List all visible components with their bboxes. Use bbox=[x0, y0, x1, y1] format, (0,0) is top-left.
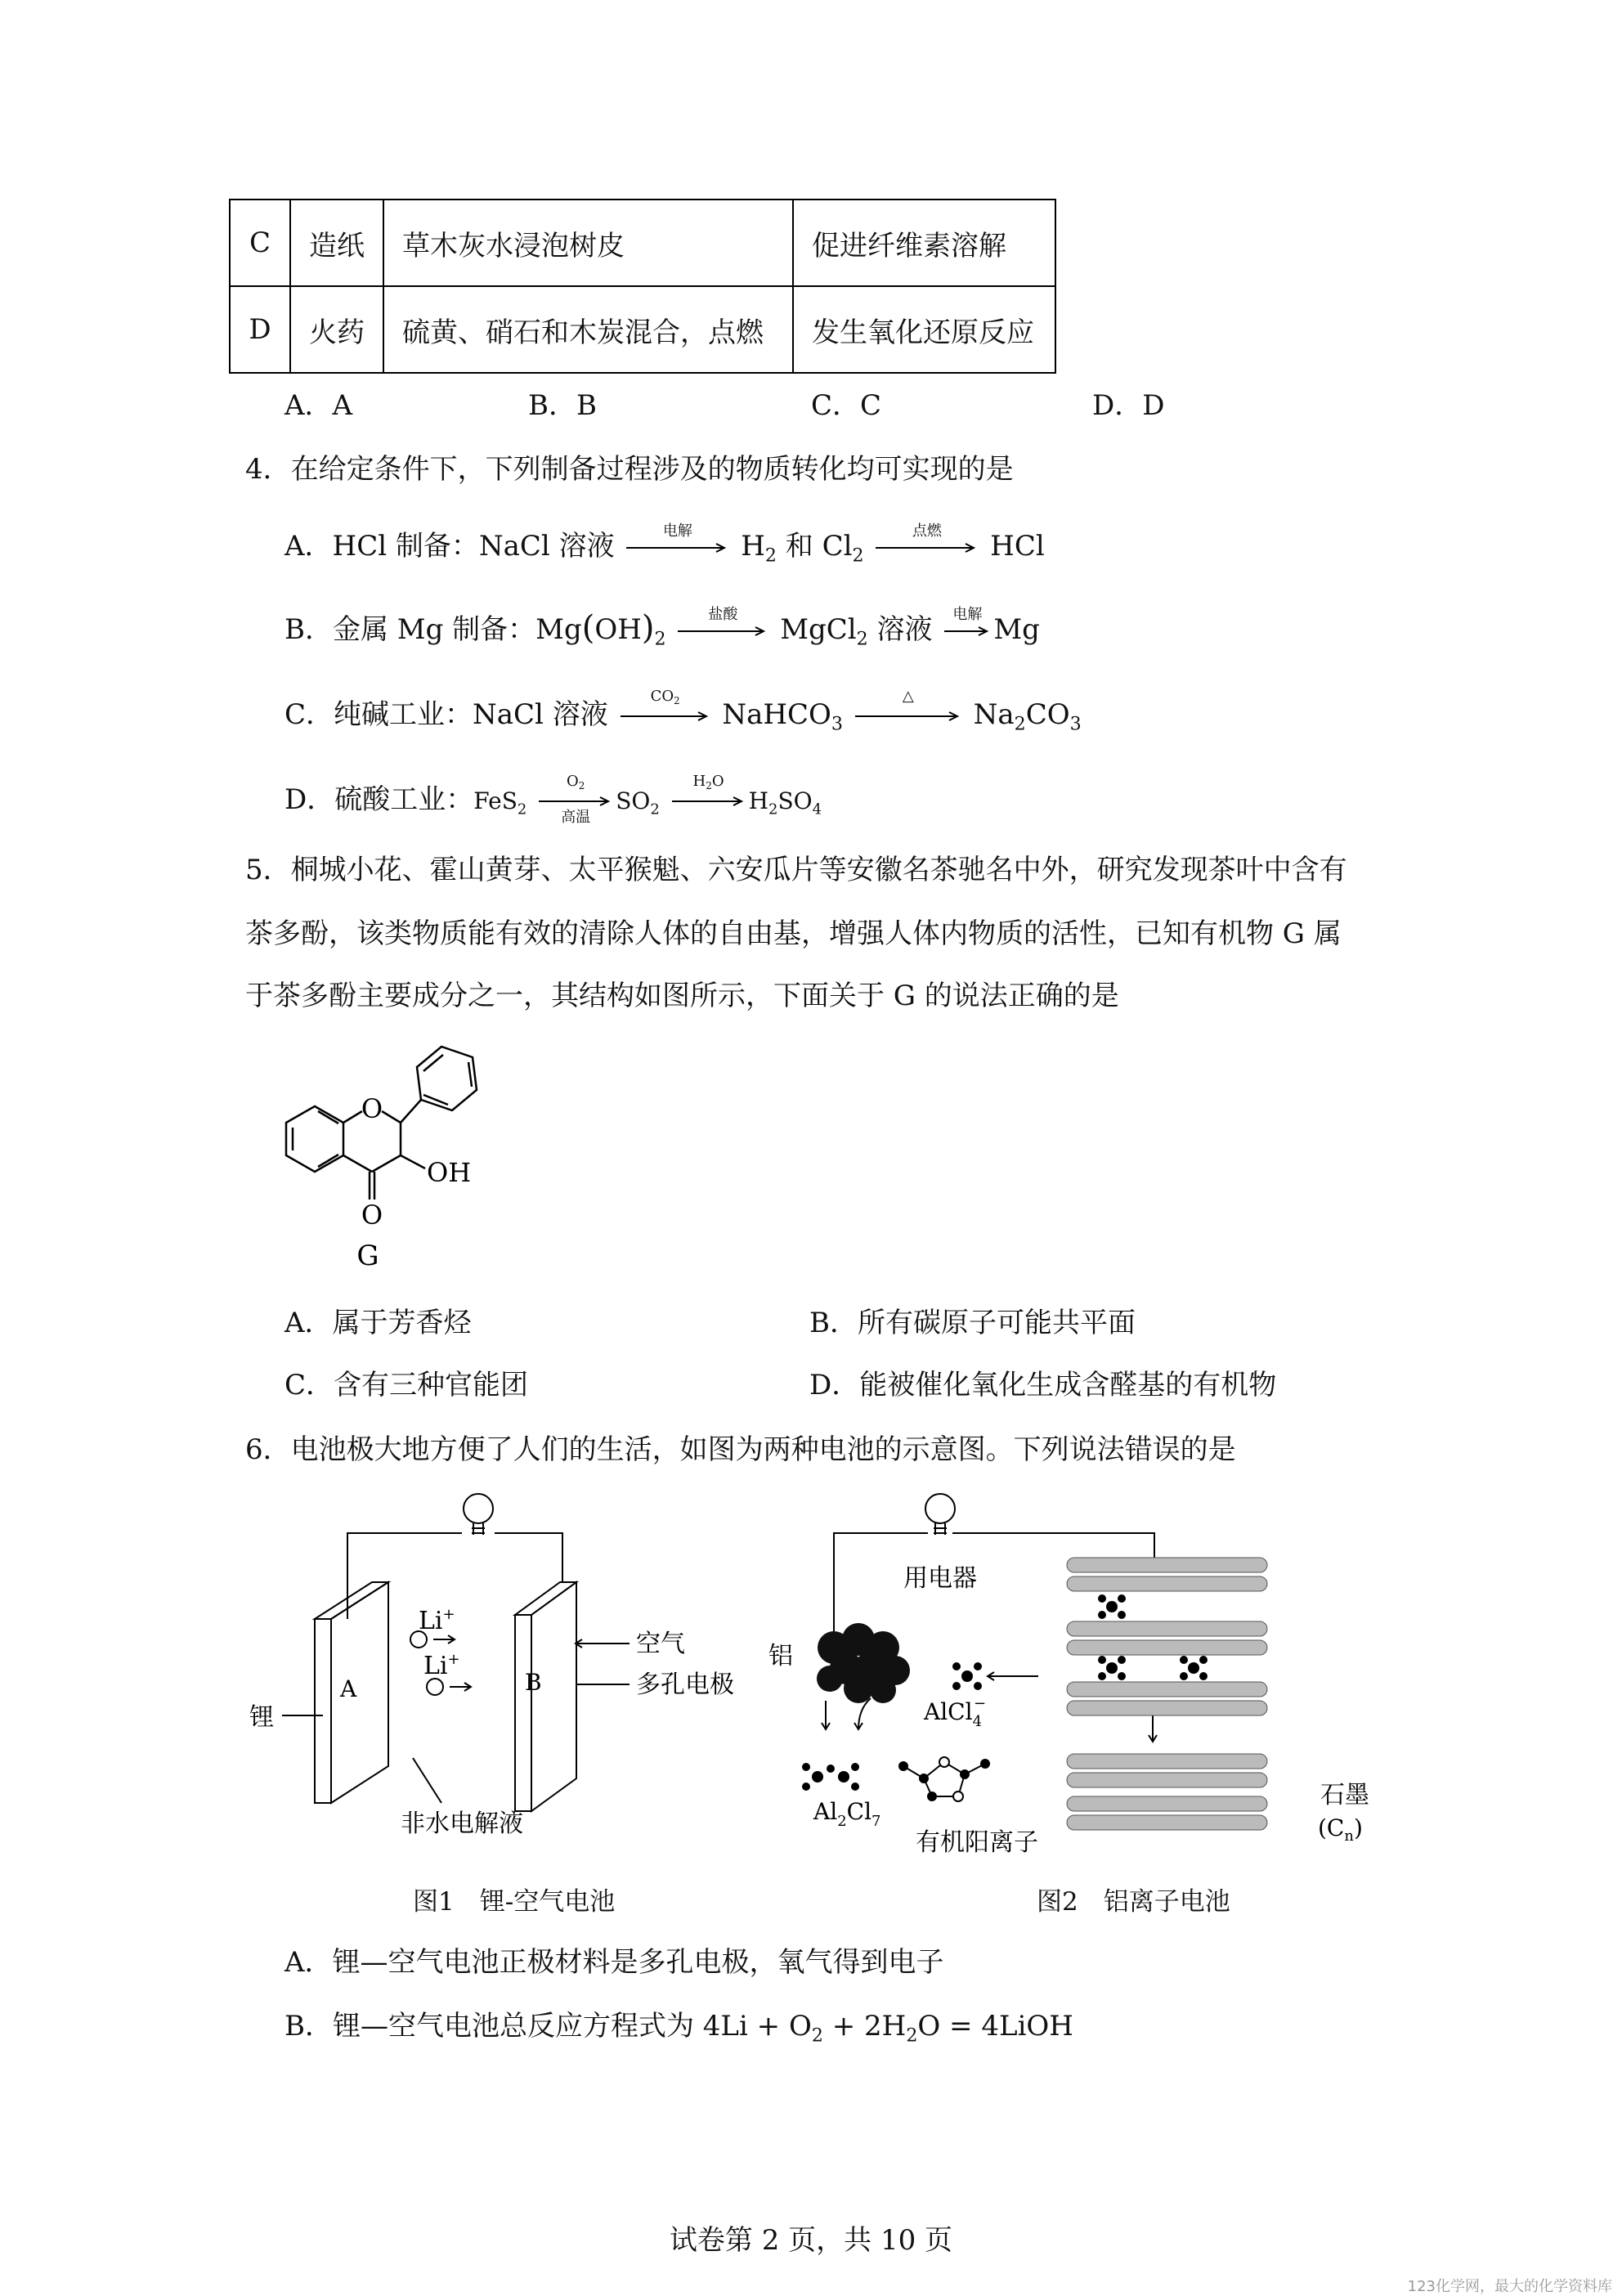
lithium-label: 锂 bbox=[249, 1703, 274, 1732]
superscript: − bbox=[974, 1695, 987, 1712]
watermark: 123化学网，最大的化学资料库 bbox=[1407, 2278, 1612, 2295]
q4-b-oh: OH bbox=[594, 613, 642, 646]
electrolyte-label: 非水电解液 bbox=[401, 1809, 523, 1838]
o2-label: O bbox=[566, 773, 579, 790]
graphite-layers-top bbox=[1067, 1558, 1267, 1715]
q4-b-product: Mg bbox=[993, 613, 1040, 646]
arrow-icon bbox=[678, 626, 768, 637]
q6-option-a: A．锂—空气电池正极材料是多孔电极，氧气得到电子 bbox=[285, 1946, 944, 1979]
subscript: 2 bbox=[764, 545, 777, 567]
q5-line-2: 茶多酚，该类物质能有效的清除人体的自由基，增强人体内物质的活性，已知有机物 G 属 bbox=[245, 917, 1342, 950]
arrow-icon bbox=[621, 711, 710, 722]
table-cell-letter: D bbox=[230, 286, 290, 373]
q4-d-fes2: FeS bbox=[473, 787, 518, 814]
table-cell-item: 造纸 bbox=[290, 200, 383, 286]
subscript: 2 bbox=[852, 545, 864, 567]
q4-d-so4: SO bbox=[777, 787, 813, 814]
q6-b-text: B．锂—空气电池总反应方程式为 4Li + O bbox=[285, 2010, 812, 2043]
q4-c-nahco3: NaHCO bbox=[722, 698, 831, 731]
graphite-label: 石墨 bbox=[1320, 1781, 1369, 1809]
table-cell-item: 火药 bbox=[290, 286, 383, 373]
arrow-condition bbox=[539, 773, 612, 791]
q4-c-co3: CO bbox=[1025, 698, 1070, 731]
table-row bbox=[230, 286, 1055, 373]
table-cell-process: 硫黄、硝石和木炭混合，点燃 bbox=[383, 286, 793, 373]
li-ion-label-1 bbox=[419, 1606, 455, 1635]
q5-option-d: D．能被催化氧化生成含醛基的有机物 bbox=[809, 1369, 1277, 1401]
bulb-icon bbox=[925, 1494, 955, 1523]
arrow-condition: △ bbox=[902, 688, 914, 705]
co2-label: CO bbox=[650, 688, 674, 705]
q5-line-1: 5．桐城小花、霍山黄芽、太平猴魁、六安瓜片等安徽名茶驰名中外，研究发现茶叶中含有 bbox=[245, 854, 1347, 886]
table-row bbox=[230, 200, 1055, 286]
porous-electrode-label: 多孔电极 bbox=[636, 1670, 734, 1699]
alcl4-ion bbox=[952, 1662, 982, 1690]
aluminum-cluster bbox=[817, 1623, 910, 1703]
arrow-condition: 点燃 bbox=[912, 522, 942, 540]
q6-option-b bbox=[285, 2003, 1073, 2047]
arrow-condition: 盐酸 bbox=[708, 606, 738, 623]
paren: ) bbox=[1353, 1814, 1363, 1841]
table-cell-process: 草木灰水浸泡树皮 bbox=[383, 200, 793, 286]
subscript: 3 bbox=[1069, 713, 1082, 735]
figure-li-air-battery bbox=[245, 1476, 752, 1844]
graphite-layers-bottom bbox=[1067, 1754, 1267, 1830]
subscript: 2 bbox=[517, 800, 527, 818]
subscript: 3 bbox=[831, 713, 843, 735]
cn-text: (C bbox=[1318, 1814, 1345, 1841]
q6-stem: 6．电池极大地方便了人们的生活，如图为两种电池的示意图。下列说法错误的是 bbox=[245, 1433, 1236, 1466]
reaction-arrow bbox=[621, 688, 710, 730]
subscript: 2 bbox=[650, 800, 660, 818]
organic-cation bbox=[899, 1757, 989, 1801]
arrow-condition: 电解 bbox=[952, 606, 983, 623]
q5-option-b: B．所有碳原子可能共平面 bbox=[809, 1307, 1136, 1339]
reaction-arrow bbox=[944, 606, 990, 645]
q3-option-d: D．D bbox=[1092, 389, 1165, 422]
appliance-label: 用电器 bbox=[903, 1564, 977, 1593]
arrow-condition: 电解 bbox=[662, 522, 692, 540]
superscript: + bbox=[442, 1606, 455, 1623]
reaction-arrow bbox=[855, 688, 961, 730]
reaction-arrow bbox=[672, 773, 746, 815]
subscript: n bbox=[1344, 1827, 1354, 1845]
struct-ring-o: O bbox=[361, 1093, 383, 1124]
q4-b-prefix: B．金属 Mg 制备：Mg bbox=[285, 613, 582, 646]
struct-ketone-o: O bbox=[361, 1200, 383, 1231]
q4-d-h2so4: H bbox=[748, 787, 769, 814]
electrode-a-label: A bbox=[340, 1675, 357, 1702]
air-label: 空气 bbox=[636, 1630, 685, 1658]
struct-name: G bbox=[356, 1240, 379, 1271]
paren: ) bbox=[641, 609, 655, 647]
figure-al-ion-battery bbox=[768, 1476, 1390, 1868]
subscript: 4 bbox=[812, 800, 822, 818]
arrow-icon bbox=[855, 711, 961, 722]
q4-a-cl2: 和 Cl bbox=[776, 530, 853, 563]
table-cell-effect: 促进纤维素溶解 bbox=[793, 200, 1055, 286]
subscript: 2 bbox=[706, 780, 712, 792]
reaction-arrow bbox=[876, 522, 978, 562]
q4-b-mgcl2: MgCl bbox=[780, 613, 857, 646]
alcl4-label bbox=[923, 1695, 986, 1730]
q3-option-a: A．A bbox=[285, 389, 353, 422]
structure-g bbox=[237, 1026, 507, 1271]
figure2-caption: 图2 铝离子电池 bbox=[1037, 1887, 1230, 1917]
alcl4-intercalated bbox=[1098, 1594, 1208, 1680]
q4-option-a bbox=[285, 523, 1045, 567]
subscript: 2 bbox=[1014, 713, 1026, 735]
table-cell-effect: 发生氧化还原反应 bbox=[793, 286, 1055, 373]
q3-option-b: B．B bbox=[528, 389, 597, 422]
li-ion-text: Li bbox=[423, 1652, 448, 1680]
q4-d-so2: SO bbox=[616, 787, 651, 814]
q4-d-prefix: D．硫酸工业： bbox=[285, 783, 474, 816]
subscript: 2 bbox=[811, 2025, 823, 2047]
q6-b-end: O = 4LiOH bbox=[917, 2010, 1073, 2043]
q3-option-c: C．C bbox=[811, 389, 882, 422]
q4-a-prefix: A．HCl 制备：NaCl 溶液 bbox=[285, 530, 615, 563]
subscript: 2 bbox=[856, 628, 868, 650]
arrow-condition-under: 高温 bbox=[561, 809, 591, 826]
figure1-caption: 图1 锂-空气电池 bbox=[413, 1887, 616, 1917]
paren: ( bbox=[581, 609, 595, 647]
process-table bbox=[229, 199, 1056, 374]
subscript: 2 bbox=[674, 695, 680, 707]
arrow-icon bbox=[626, 542, 728, 554]
superscript: + bbox=[447, 1651, 460, 1668]
li-ion-text: Li bbox=[419, 1607, 443, 1635]
aluminum-label: 铝 bbox=[768, 1642, 793, 1670]
q4-c-na2co3: Na bbox=[973, 698, 1015, 731]
h2o-label-o: O bbox=[711, 773, 724, 790]
organic-cation-label: 有机阳离子 bbox=[916, 1828, 1038, 1857]
q4-a-product: HCl bbox=[990, 530, 1045, 563]
cl-text: Cl bbox=[846, 1798, 872, 1825]
q4-b-solution: 溶液 bbox=[867, 613, 933, 646]
q5-line-3: 于茶多酚主要成分之一，其结构如图所示，下面关于 G 的说法正确的是 bbox=[245, 980, 1119, 1012]
electrode-b-label: B bbox=[525, 1669, 542, 1696]
subscript: 2 bbox=[837, 1813, 847, 1830]
table-cell-letter: C bbox=[230, 200, 290, 286]
q5-option-a: A．属于芳香烃 bbox=[285, 1307, 472, 1339]
subscript: 2 bbox=[578, 780, 585, 792]
page-footer: 试卷第 2 页，共 10 页 bbox=[669, 2224, 953, 2257]
arrow-icon bbox=[944, 626, 990, 637]
reaction-arrow bbox=[539, 773, 612, 826]
arrow-icon bbox=[672, 796, 746, 807]
arrow-condition bbox=[621, 688, 710, 706]
al2cl7-ion bbox=[802, 1763, 859, 1791]
subscript: 4 bbox=[972, 1713, 983, 1730]
q6-b-tail: + 2H bbox=[822, 2010, 907, 2043]
arrow-condition bbox=[672, 773, 746, 791]
h2o-label: H bbox=[692, 773, 706, 790]
q4-c-prefix: C．纯碱工业：NaCl 溶液 bbox=[285, 698, 608, 731]
q4-option-d bbox=[285, 773, 822, 826]
arrow-icon bbox=[876, 542, 978, 554]
al2cl7-label bbox=[813, 1798, 880, 1830]
al-text: Al bbox=[813, 1798, 838, 1825]
subscript: 2 bbox=[768, 800, 778, 818]
q4-option-b bbox=[285, 607, 1040, 650]
graphite-formula bbox=[1318, 1814, 1363, 1845]
reaction-arrow bbox=[678, 606, 768, 645]
q5-option-c: C．含有三种官能团 bbox=[285, 1369, 529, 1401]
subscript: 7 bbox=[871, 1813, 881, 1830]
subscript: 2 bbox=[906, 2025, 918, 2047]
bulb-icon bbox=[464, 1494, 493, 1523]
reaction-arrow bbox=[626, 522, 728, 562]
q4-stem: 4．在给定条件下，下列制备过程涉及的物质转化均可实现的是 bbox=[245, 453, 1014, 486]
q4-option-c bbox=[285, 688, 1082, 735]
q4-a-h2: H bbox=[741, 530, 765, 563]
alcl4-text: AlCl bbox=[924, 1698, 973, 1725]
li-ion-label-2 bbox=[423, 1651, 460, 1680]
struct-oh: OH bbox=[427, 1157, 472, 1188]
subscript: 2 bbox=[654, 628, 666, 650]
